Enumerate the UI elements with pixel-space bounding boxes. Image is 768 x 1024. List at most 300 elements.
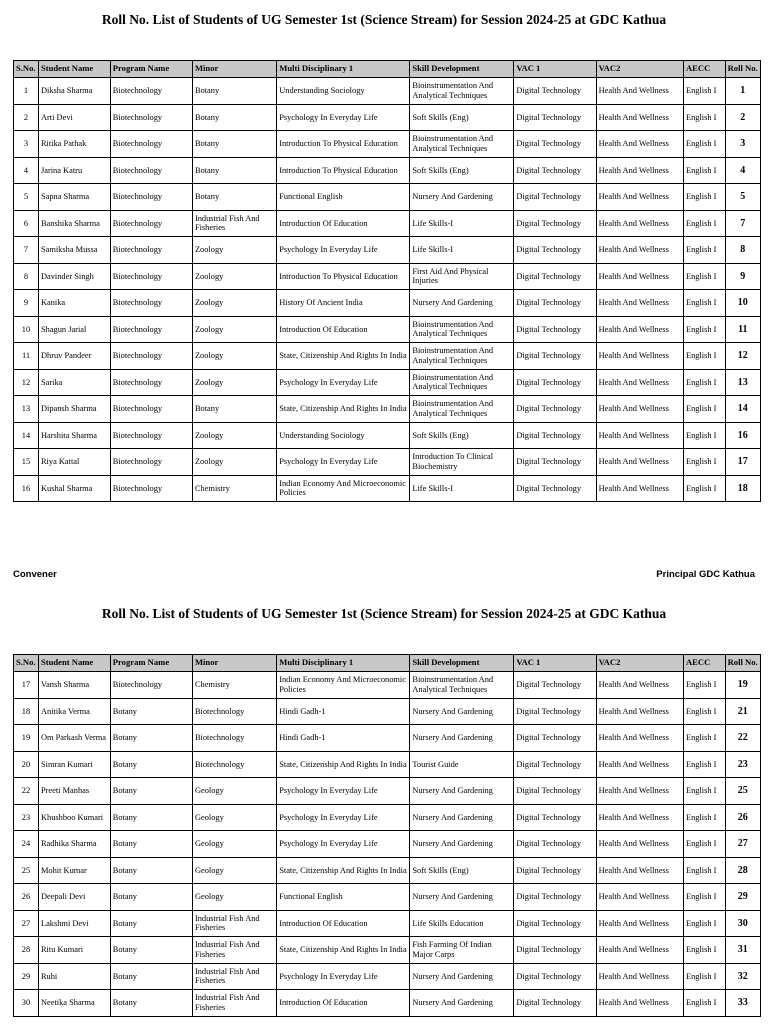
cell-sno: 17 <box>14 672 39 699</box>
cell-aecc: English I <box>683 237 725 264</box>
cell-minor: Industrial Fish And Fisheries <box>192 910 276 937</box>
cell-student-name: Riya Kattal <box>38 449 110 476</box>
cell-skill-development: Nursery And Gardening <box>410 884 514 911</box>
table-row <box>14 804 761 831</box>
cell-vac1: Digital Technology <box>514 857 596 884</box>
cell-sno: 26 <box>14 884 39 911</box>
cell-sno: 30 <box>14 990 39 1017</box>
cell-sno: 22 <box>14 778 39 805</box>
column-header-sno: S.No. <box>14 61 39 78</box>
cell-sno: 16 <box>14 475 39 502</box>
cell-minor: Botany <box>192 184 276 211</box>
cell-minor: Zoology <box>192 237 276 264</box>
cell-student-name: Samiksha Mussa <box>38 237 110 264</box>
table-row <box>14 725 761 752</box>
cell-sno: 28 <box>14 937 39 964</box>
cell-student-name: Om Parkash Verma <box>38 725 110 752</box>
cell-minor: Botany <box>192 396 276 423</box>
cell-minor: Geology <box>192 884 276 911</box>
cell-vac1: Digital Technology <box>514 963 596 990</box>
cell-student-name: Deepali Devi <box>38 884 110 911</box>
cell-minor: Biotechnology <box>192 751 276 778</box>
cell-skill-development: Bioinstrumentation And Analytical Techniques <box>410 343 514 370</box>
cell-multi-disciplinary: Understanding Sociology <box>277 78 410 105</box>
cell-student-name: Ruhi <box>38 963 110 990</box>
table-row <box>14 396 761 423</box>
cell-multi-disciplinary: Functional English <box>277 884 410 911</box>
cell-roll-no: 22 <box>725 725 760 752</box>
cell-roll-no: 1 <box>725 78 760 105</box>
cell-roll-no: 3 <box>725 131 760 158</box>
cell-student-name: Simran Kumari <box>38 751 110 778</box>
table-row <box>14 78 761 105</box>
cell-minor: Botany <box>192 131 276 158</box>
cell-skill-development: Nursery And Gardening <box>410 804 514 831</box>
cell-vac1: Digital Technology <box>514 396 596 423</box>
cell-skill-development: Life Skills-I <box>410 475 514 502</box>
cell-program-name: Botany <box>110 804 192 831</box>
cell-aecc: English I <box>683 725 725 752</box>
column-header-skill-development: Skill Development <box>410 61 514 78</box>
cell-roll-no: 9 <box>725 263 760 290</box>
cell-vac1: Digital Technology <box>514 725 596 752</box>
cell-vac1: Digital Technology <box>514 210 596 237</box>
cell-vac1: Digital Technology <box>514 698 596 725</box>
cell-program-name: Biotechnology <box>110 184 192 211</box>
table-row <box>14 422 761 449</box>
cell-vac1: Digital Technology <box>514 316 596 343</box>
table-row <box>14 857 761 884</box>
cell-multi-disciplinary: State, Citizenship And Rights In India <box>277 937 410 964</box>
cell-vac2: Health And Wellness <box>596 184 683 211</box>
cell-student-name: Khushboo Kumari <box>38 804 110 831</box>
cell-minor: Zoology <box>192 449 276 476</box>
page-title: Roll No. List of Students of UG Semester 1st (Science Stream) for Session 2024-25 at GDC Kathua <box>101 606 667 621</box>
cell-aecc: English I <box>683 131 725 158</box>
cell-multi-disciplinary: Indian Economy And Microeconomic Policies <box>277 475 410 502</box>
cell-sno: 11 <box>14 343 39 370</box>
cell-program-name: Botany <box>110 831 192 858</box>
column-header-roll-no: Roll No. <box>725 655 760 672</box>
cell-student-name: Neetika Sharma <box>38 990 110 1017</box>
cell-minor: Geology <box>192 804 276 831</box>
column-header-multi-disciplinary: Multi Disciplinary 1 <box>277 655 410 672</box>
cell-multi-disciplinary: State, Citizenship And Rights In India <box>277 396 410 423</box>
cell-multi-disciplinary: Psychology In Everyday Life <box>277 449 410 476</box>
cell-vac2: Health And Wellness <box>596 963 683 990</box>
cell-program-name: Botany <box>110 937 192 964</box>
cell-program-name: Botany <box>110 725 192 752</box>
column-header-aecc: AECC <box>683 61 725 78</box>
cell-student-name: Shagun Jarial <box>38 316 110 343</box>
cell-multi-disciplinary: Introduction To Physical Education <box>277 131 410 158</box>
cell-skill-development: Soft Skills (Eng) <box>410 857 514 884</box>
column-header-minor: Minor <box>192 655 276 672</box>
cell-sno: 10 <box>14 316 39 343</box>
cell-minor: Zoology <box>192 290 276 317</box>
table-row <box>14 449 761 476</box>
column-header-sno: S.No. <box>14 655 39 672</box>
table-row <box>14 910 761 937</box>
cell-sno: 20 <box>14 751 39 778</box>
cell-vac2: Health And Wellness <box>596 316 683 343</box>
cell-vac1: Digital Technology <box>514 237 596 264</box>
cell-student-name: Anitika Verma <box>38 698 110 725</box>
cell-program-name: Botany <box>110 751 192 778</box>
cell-minor: Chemistry <box>192 475 276 502</box>
cell-aecc: English I <box>683 396 725 423</box>
cell-roll-no: 8 <box>725 237 760 264</box>
cell-aecc: English I <box>683 778 725 805</box>
cell-skill-development: Nursery And Gardening <box>410 725 514 752</box>
cell-vac1: Digital Technology <box>514 104 596 131</box>
table-row <box>14 990 761 1017</box>
cell-aecc: English I <box>683 884 725 911</box>
cell-multi-disciplinary: Psychology In Everyday Life <box>277 369 410 396</box>
cell-vac2: Health And Wellness <box>596 831 683 858</box>
cell-sno: 14 <box>14 422 39 449</box>
cell-skill-development: Bioinstrumentation And Analytical Techniques <box>410 369 514 396</box>
cell-program-name: Botany <box>110 910 192 937</box>
cell-aecc: English I <box>683 369 725 396</box>
cell-student-name: Vansh Sharma <box>38 672 110 699</box>
cell-roll-no: 23 <box>725 751 760 778</box>
cell-vac2: Health And Wellness <box>596 910 683 937</box>
cell-program-name: Biotechnology <box>110 475 192 502</box>
cell-vac2: Health And Wellness <box>596 857 683 884</box>
table-row <box>14 343 761 370</box>
cell-minor: Biotechnology <box>192 725 276 752</box>
cell-aecc: English I <box>683 831 725 858</box>
cell-sno: 24 <box>14 831 39 858</box>
cell-sno: 12 <box>14 369 39 396</box>
cell-student-name: Ritika Pathak <box>38 131 110 158</box>
column-header-program-name: Program Name <box>110 655 192 672</box>
cell-skill-development: Bioinstrumentation And Analytical Techniques <box>410 316 514 343</box>
cell-minor: Industrial Fish And Fisheries <box>192 963 276 990</box>
cell-student-name: Dipansh Sharma <box>38 396 110 423</box>
cell-aecc: English I <box>683 937 725 964</box>
column-header-minor: Minor <box>192 61 276 78</box>
cell-sno: 19 <box>14 725 39 752</box>
cell-aecc: English I <box>683 449 725 476</box>
cell-multi-disciplinary: Hindi Gadh-1 <box>277 698 410 725</box>
cell-roll-no: 30 <box>725 910 760 937</box>
cell-roll-no: 19 <box>725 672 760 699</box>
cell-vac2: Health And Wellness <box>596 369 683 396</box>
cell-vac1: Digital Technology <box>514 831 596 858</box>
cell-sno: 15 <box>14 449 39 476</box>
cell-program-name: Biotechnology <box>110 396 192 423</box>
cell-minor: Botany <box>192 157 276 184</box>
cell-multi-disciplinary: Introduction Of Education <box>277 316 410 343</box>
cell-vac2: Health And Wellness <box>596 290 683 317</box>
cell-skill-development: Nursery And Gardening <box>410 990 514 1017</box>
cell-program-name: Biotechnology <box>110 290 192 317</box>
cell-sno: 18 <box>14 698 39 725</box>
table-row <box>14 369 761 396</box>
cell-skill-development: Nursery And Gardening <box>410 290 514 317</box>
cell-program-name: Biotechnology <box>110 316 192 343</box>
cell-aecc: English I <box>683 210 725 237</box>
cell-vac1: Digital Technology <box>514 263 596 290</box>
cell-vac1: Digital Technology <box>514 131 596 158</box>
cell-aecc: English I <box>683 857 725 884</box>
cell-sno: 27 <box>14 910 39 937</box>
cell-minor: Industrial Fish And Fisheries <box>192 210 276 237</box>
cell-multi-disciplinary: Functional English <box>277 184 410 211</box>
cell-aecc: English I <box>683 157 725 184</box>
table-row <box>14 937 761 964</box>
cell-minor: Zoology <box>192 316 276 343</box>
cell-sno: 1 <box>14 78 39 105</box>
cell-vac1: Digital Technology <box>514 290 596 317</box>
column-header-student-name: Student Name <box>38 655 110 672</box>
cell-roll-no: 5 <box>725 184 760 211</box>
cell-program-name: Botany <box>110 963 192 990</box>
cell-multi-disciplinary: Introduction Of Education <box>277 910 410 937</box>
cell-roll-no: 29 <box>725 884 760 911</box>
cell-vac2: Health And Wellness <box>596 725 683 752</box>
cell-skill-development: Life Skills-I <box>410 210 514 237</box>
cell-sno: 29 <box>14 963 39 990</box>
cell-roll-no: 28 <box>725 857 760 884</box>
cell-roll-no: 2 <box>725 104 760 131</box>
cell-student-name: Kanika <box>38 290 110 317</box>
cell-minor: Zoology <box>192 422 276 449</box>
cell-program-name: Botany <box>110 698 192 725</box>
table-row <box>14 884 761 911</box>
cell-aecc: English I <box>683 990 725 1017</box>
cell-vac1: Digital Technology <box>514 422 596 449</box>
cell-skill-development: Nursery And Gardening <box>410 778 514 805</box>
column-header-aecc: AECC <box>683 655 725 672</box>
column-header-skill-development: Skill Development <box>410 655 514 672</box>
cell-skill-development: Bioinstrumentation And Analytical Techniques <box>410 131 514 158</box>
cell-vac2: Health And Wellness <box>596 698 683 725</box>
cell-vac1: Digital Technology <box>514 804 596 831</box>
cell-skill-development: Bioinstrumentation And Analytical Techniques <box>410 672 514 699</box>
convener-label: Convener <box>13 569 57 580</box>
cell-program-name: Biotechnology <box>110 672 192 699</box>
column-header-student-name: Student Name <box>38 61 110 78</box>
cell-program-name: Biotechnology <box>110 263 192 290</box>
table-row <box>14 778 761 805</box>
cell-program-name: Biotechnology <box>110 78 192 105</box>
cell-multi-disciplinary: Introduction Of Education <box>277 210 410 237</box>
cell-skill-development: Life Skills Education <box>410 910 514 937</box>
cell-sno: 13 <box>14 396 39 423</box>
cell-student-name: Sarika <box>38 369 110 396</box>
cell-roll-no: 33 <box>725 990 760 1017</box>
cell-program-name: Biotechnology <box>110 131 192 158</box>
cell-vac2: Health And Wellness <box>596 422 683 449</box>
cell-vac2: Health And Wellness <box>596 237 683 264</box>
cell-roll-no: 27 <box>725 831 760 858</box>
table-row <box>14 316 761 343</box>
cell-roll-no: 12 <box>725 343 760 370</box>
cell-vac1: Digital Technology <box>514 449 596 476</box>
cell-skill-development: Nursery And Gardening <box>410 184 514 211</box>
cell-multi-disciplinary: Psychology In Everyday Life <box>277 963 410 990</box>
cell-roll-no: 31 <box>725 937 760 964</box>
cell-sno: 3 <box>14 131 39 158</box>
cell-vac2: Health And Wellness <box>596 78 683 105</box>
cell-sno: 7 <box>14 237 39 264</box>
cell-program-name: Botany <box>110 884 192 911</box>
cell-vac2: Health And Wellness <box>596 157 683 184</box>
table-row <box>14 831 761 858</box>
cell-skill-development: Bioinstrumentation And Analytical Techniques <box>410 78 514 105</box>
table-row <box>14 698 761 725</box>
cell-vac2: Health And Wellness <box>596 990 683 1017</box>
cell-skill-development: Soft Skills (Eng) <box>410 422 514 449</box>
cell-student-name: Preeti Manhas <box>38 778 110 805</box>
cell-student-name: Lakshmi Devi <box>38 910 110 937</box>
cell-multi-disciplinary: Indian Economy And Microeconomic Policies <box>277 672 410 699</box>
cell-vac1: Digital Technology <box>514 369 596 396</box>
cell-vac2: Health And Wellness <box>596 937 683 964</box>
cell-student-name: Diksha Sharma <box>38 78 110 105</box>
cell-vac1: Digital Technology <box>514 778 596 805</box>
cell-vac2: Health And Wellness <box>596 475 683 502</box>
cell-aecc: English I <box>683 78 725 105</box>
cell-roll-no: 25 <box>725 778 760 805</box>
cell-program-name: Biotechnology <box>110 343 192 370</box>
cell-sno: 9 <box>14 290 39 317</box>
cell-aecc: English I <box>683 343 725 370</box>
cell-aecc: English I <box>683 316 725 343</box>
cell-aecc: English I <box>683 422 725 449</box>
cell-multi-disciplinary: Psychology In Everyday Life <box>277 778 410 805</box>
cell-multi-disciplinary: Introduction To Physical Education <box>277 263 410 290</box>
cell-vac2: Health And Wellness <box>596 884 683 911</box>
table-row <box>14 672 761 699</box>
cell-multi-disciplinary: Introduction Of Education <box>277 990 410 1017</box>
cell-sno: 25 <box>14 857 39 884</box>
cell-student-name: Davinder Singh <box>38 263 110 290</box>
cell-multi-disciplinary: Psychology In Everyday Life <box>277 104 410 131</box>
table-row <box>14 263 761 290</box>
cell-skill-development: Soft Skills (Eng) <box>410 104 514 131</box>
cell-vac1: Digital Technology <box>514 751 596 778</box>
column-header-roll-no: Roll No. <box>725 61 760 78</box>
cell-aecc: English I <box>683 804 725 831</box>
cell-skill-development: Tourist Guide <box>410 751 514 778</box>
cell-student-name: Kushal Sharma <box>38 475 110 502</box>
cell-roll-no: 18 <box>725 475 760 502</box>
cell-aecc: English I <box>683 263 725 290</box>
cell-minor: Zoology <box>192 263 276 290</box>
cell-aecc: English I <box>683 290 725 317</box>
cell-sno: 8 <box>14 263 39 290</box>
cell-vac1: Digital Technology <box>514 990 596 1017</box>
cell-minor: Botany <box>192 104 276 131</box>
cell-sno: 6 <box>14 210 39 237</box>
table-row <box>14 131 761 158</box>
cell-minor: Geology <box>192 831 276 858</box>
roll-number-table <box>13 654 761 1017</box>
cell-student-name: Sapna Sharma <box>38 184 110 211</box>
cell-minor: Zoology <box>192 369 276 396</box>
cell-program-name: Botany <box>110 857 192 884</box>
cell-multi-disciplinary: Psychology In Everyday Life <box>277 831 410 858</box>
cell-roll-no: 21 <box>725 698 760 725</box>
cell-sno: 5 <box>14 184 39 211</box>
cell-student-name: Harshita Sharma <box>38 422 110 449</box>
cell-vac2: Health And Wellness <box>596 672 683 699</box>
cell-vac2: Health And Wellness <box>596 751 683 778</box>
cell-vac2: Health And Wellness <box>596 778 683 805</box>
cell-multi-disciplinary: State, Citizenship And Rights In India <box>277 751 410 778</box>
cell-program-name: Biotechnology <box>110 237 192 264</box>
table-header-row <box>14 61 761 78</box>
page-title: Roll No. List of Students of UG Semester 1st (Science Stream) for Session 2024-25 at GDC Kathua <box>101 12 667 27</box>
cell-program-name: Biotechnology <box>110 369 192 396</box>
cell-roll-no: 10 <box>725 290 760 317</box>
cell-skill-development: Nursery And Gardening <box>410 963 514 990</box>
cell-aecc: English I <box>683 910 725 937</box>
cell-vac1: Digital Technology <box>514 475 596 502</box>
cell-sno: 4 <box>14 157 39 184</box>
cell-program-name: Biotechnology <box>110 449 192 476</box>
cell-vac2: Health And Wellness <box>596 131 683 158</box>
cell-minor: Industrial Fish And Fisheries <box>192 990 276 1017</box>
table-row <box>14 157 761 184</box>
cell-student-name: Jarina Katru <box>38 157 110 184</box>
table-row <box>14 963 761 990</box>
cell-vac1: Digital Technology <box>514 184 596 211</box>
principal-label: Principal GDC Kathua <box>656 569 755 580</box>
table-row <box>14 237 761 264</box>
table-row <box>14 475 761 502</box>
column-header-program-name: Program Name <box>110 61 192 78</box>
column-header-vac1: VAC 1 <box>514 61 596 78</box>
cell-minor: Chemistry <box>192 672 276 699</box>
cell-skill-development: Fish Farming Of Indian Major Carps <box>410 937 514 964</box>
table-row <box>14 290 761 317</box>
cell-aecc: English I <box>683 963 725 990</box>
cell-roll-no: 16 <box>725 422 760 449</box>
cell-vac2: Health And Wellness <box>596 104 683 131</box>
cell-minor: Industrial Fish And Fisheries <box>192 937 276 964</box>
cell-vac1: Digital Technology <box>514 884 596 911</box>
cell-student-name: Arti Devi <box>38 104 110 131</box>
cell-vac2: Health And Wellness <box>596 449 683 476</box>
cell-vac1: Digital Technology <box>514 343 596 370</box>
cell-skill-development: Introduction To Clinical Biochemistry <box>410 449 514 476</box>
table-row <box>14 184 761 211</box>
cell-aecc: English I <box>683 475 725 502</box>
cell-skill-development: Bioinstrumentation And Analytical Techniques <box>410 396 514 423</box>
cell-vac2: Health And Wellness <box>596 396 683 423</box>
cell-roll-no: 7 <box>725 210 760 237</box>
cell-program-name: Biotechnology <box>110 104 192 131</box>
cell-multi-disciplinary: State, Citizenship And Rights In India <box>277 857 410 884</box>
cell-student-name: Dhruv Pandeer <box>38 343 110 370</box>
cell-aecc: English I <box>683 184 725 211</box>
cell-vac2: Health And Wellness <box>596 210 683 237</box>
cell-skill-development: Life Skills-I <box>410 237 514 264</box>
column-header-vac2: VAC2 <box>596 655 683 672</box>
cell-multi-disciplinary: Psychology In Everyday Life <box>277 237 410 264</box>
cell-minor: Geology <box>192 778 276 805</box>
table-row <box>14 210 761 237</box>
cell-sno: 2 <box>14 104 39 131</box>
cell-vac1: Digital Technology <box>514 78 596 105</box>
cell-vac1: Digital Technology <box>514 157 596 184</box>
cell-minor: Zoology <box>192 343 276 370</box>
